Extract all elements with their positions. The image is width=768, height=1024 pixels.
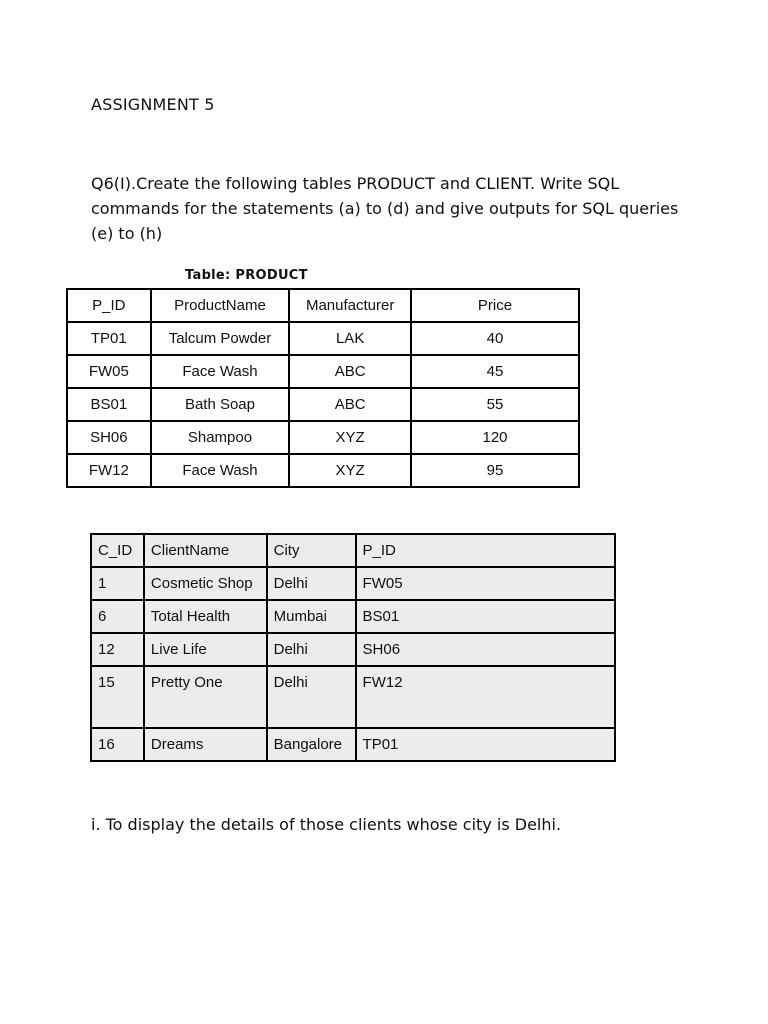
table-cell: Delhi xyxy=(267,666,356,728)
table-cell: 16 xyxy=(91,728,144,761)
table-cell: XYZ xyxy=(289,454,411,487)
table-cell: Live Life xyxy=(144,633,267,666)
table-cell: Bath Soap xyxy=(151,388,290,421)
table-row xyxy=(67,355,579,388)
table-cell: BS01 xyxy=(356,600,615,633)
column-header: C_ID xyxy=(91,534,144,567)
table-cell: ABC xyxy=(289,355,411,388)
table-cell: Delhi xyxy=(267,567,356,600)
product-table-caption: Table: PRODUCT xyxy=(185,268,308,283)
table-cell: Pretty One xyxy=(144,666,267,728)
table-cell: 6 xyxy=(91,600,144,633)
table-cell: 15 xyxy=(91,666,144,728)
column-header: City xyxy=(267,534,356,567)
table-cell: SH06 xyxy=(356,633,615,666)
table-cell: 1 xyxy=(91,567,144,600)
table-header-row xyxy=(67,289,579,322)
column-header: P_ID xyxy=(67,289,151,322)
column-header: P_ID xyxy=(356,534,615,567)
table-row xyxy=(67,454,579,487)
table-row xyxy=(67,388,579,421)
table-cell: 45 xyxy=(411,355,579,388)
table-cell: 120 xyxy=(411,421,579,454)
product-table xyxy=(66,288,580,488)
table-row xyxy=(91,600,615,633)
column-header: ProductName xyxy=(151,289,290,322)
table-cell: Total Health xyxy=(144,600,267,633)
assignment-title: ASSIGNMENT 5 xyxy=(91,95,215,114)
table-cell: TP01 xyxy=(356,728,615,761)
table-cell: ABC xyxy=(289,388,411,421)
table-cell: LAK xyxy=(289,322,411,355)
table-cell: FW12 xyxy=(67,454,151,487)
table-cell: XYZ xyxy=(289,421,411,454)
table-row xyxy=(67,322,579,355)
table-cell: FW05 xyxy=(356,567,615,600)
table-cell: 55 xyxy=(411,388,579,421)
table-header-row xyxy=(91,534,615,567)
table-cell: BS01 xyxy=(67,388,151,421)
table-row xyxy=(91,633,615,666)
table-cell: Cosmetic Shop xyxy=(144,567,267,600)
client-table xyxy=(90,533,616,762)
table-cell: Dreams xyxy=(144,728,267,761)
table-row xyxy=(91,728,615,761)
table-cell: 12 xyxy=(91,633,144,666)
table-cell: Face Wash xyxy=(151,355,290,388)
table-row xyxy=(67,421,579,454)
table-cell: TP01 xyxy=(67,322,151,355)
column-header: Price xyxy=(411,289,579,322)
query-item-i: i. To display the details of those clients whose city is Delhi. xyxy=(91,815,562,834)
column-header: ClientName xyxy=(144,534,267,567)
question-text: Q6(I).Create the following tables PRODUCT and CLIENT. Write SQL commands for the statements (a) to (d) and give outputs for SQL queries (e) to (h) xyxy=(91,174,679,243)
table-cell: FW05 xyxy=(67,355,151,388)
table-cell: SH06 xyxy=(67,421,151,454)
table-cell: Shampoo xyxy=(151,421,290,454)
table-cell: 40 xyxy=(411,322,579,355)
table-row xyxy=(91,567,615,600)
column-header: Manufacturer xyxy=(289,289,411,322)
table-cell: Bangalore xyxy=(267,728,356,761)
table-cell: Talcum Powder xyxy=(151,322,290,355)
table-cell: Face Wash xyxy=(151,454,290,487)
table-cell: 95 xyxy=(411,454,579,487)
table-cell: FW12 xyxy=(356,666,615,728)
table-cell: Delhi xyxy=(267,633,356,666)
table-row xyxy=(91,666,615,728)
table-cell: Mumbai xyxy=(267,600,356,633)
